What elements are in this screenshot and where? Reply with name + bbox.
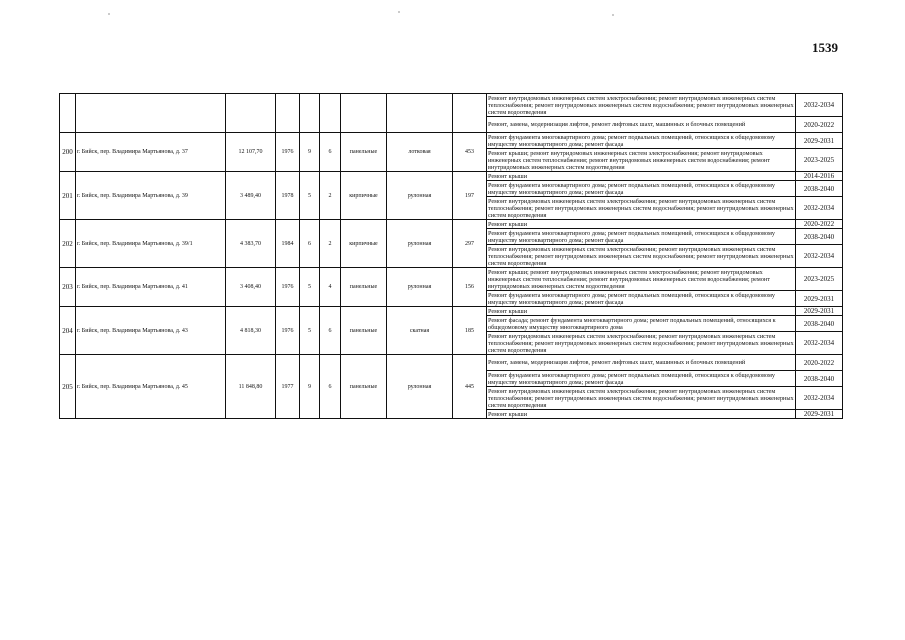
wall-material-cell: панельные xyxy=(341,268,387,307)
table-row xyxy=(60,220,843,229)
floors-cell: 5 xyxy=(300,172,320,220)
work-period: 2029-2031 xyxy=(796,291,843,307)
row-number: 201 xyxy=(60,172,76,220)
work-period: 2032-2034 xyxy=(796,387,843,410)
page-number: 1539 xyxy=(812,40,838,55)
continuation-empty-cell xyxy=(60,94,76,133)
area-cell: 4 383,70 xyxy=(226,220,276,268)
work-description: Ремонт внутридомовых инженерных систем электроснабжения; ремонт внутридомовых инженерных систем теплоснабжения; ремонт внутридомовых инженерных систем водоснабжения; ремонт внутридомовых инженерных систем водоотведения xyxy=(488,332,794,354)
table-row xyxy=(60,307,843,316)
work-period: 2032-2034 xyxy=(796,332,843,355)
roof-type-cell: рулонная xyxy=(387,355,453,419)
continuation-row xyxy=(60,94,843,117)
work-description: Ремонт внутридомовых инженерных систем электроснабжения; ремонт внутридомовых инженерных систем теплоснабжения; ремонт внутридомовых инженерных систем водоснабжения; ремонт внутридомовых инженерных систем водоотведения xyxy=(488,245,794,267)
entrances-cell: 2 xyxy=(320,172,341,220)
continuation-empty-cell xyxy=(226,94,276,133)
area-cell: 4 818,30 xyxy=(226,307,276,355)
roof-type-cell: рулонная xyxy=(387,220,453,268)
continuation-empty-cell xyxy=(320,94,341,133)
work-period: 2029-2031 xyxy=(796,133,843,149)
floors-cell: 5 xyxy=(300,268,320,307)
work-description: Ремонт внутридомовых инженерных систем электроснабжения; ремонт внутридомовых инженерных систем теплоснабжения; ремонт внутридомовых инженерных систем водоснабжения; ремонт внутридомовых инженерных систем водоотведения xyxy=(488,94,794,116)
continuation-empty-cell xyxy=(341,94,387,133)
roof-type-cell: рулонная xyxy=(387,268,453,307)
work-period: 2032-2034 xyxy=(796,245,843,268)
area-cell: 11 848,80 xyxy=(226,355,276,419)
entrances-cell: 6 xyxy=(320,133,341,172)
work-period: 2029-2031 xyxy=(796,307,843,316)
work-description: Ремонт крыши xyxy=(487,172,796,181)
work-period: 2023-2025 xyxy=(796,149,843,172)
work-period: 2014-2016 xyxy=(796,172,843,181)
work-period: 2038-2040 xyxy=(796,181,843,197)
capital-repair-register-table xyxy=(59,93,843,419)
work-period: 2038-2040 xyxy=(796,371,843,387)
continuation-empty-cell xyxy=(387,94,453,133)
work-period: 2038-2040 xyxy=(796,316,843,332)
work-period: 2020-2022 xyxy=(796,117,843,133)
residents-cell: 185 xyxy=(453,307,487,355)
wall-material-cell: панельные xyxy=(341,355,387,419)
work-period: 2032-2034 xyxy=(796,197,843,220)
year-cell: 1984 xyxy=(276,220,300,268)
residents-cell: 197 xyxy=(453,172,487,220)
area-cell: 3 489,40 xyxy=(226,172,276,220)
entrances-cell: 6 xyxy=(320,307,341,355)
work-description: Ремонт фундамента многоквартирного дома; ремонт подвальных помещений, относящихся к общедомовому имуществу многоквартирного дома; ремонт фасада xyxy=(487,133,796,149)
work-period: 2023-2025 xyxy=(796,268,843,291)
work-description: Ремонт внутридомовых инженерных систем электроснабжения; ремонт внутридомовых инженерных систем теплоснабжения; ремонт внутридомовых инженерных систем водоснабжения; ремонт внутридомовых инженерных систем водоотведения xyxy=(488,197,794,219)
continuation-empty-cell xyxy=(300,94,320,133)
work-period: 2038-2040 xyxy=(796,229,843,245)
work-description: Ремонт, замена, модернизация лифтов, ремонт лифтовых шахт, машинных и блочных помещений xyxy=(487,355,796,371)
work-description: Ремонт фасада; ремонт фундамента многоквартирного дома; ремонт подвальных помещений, относящихся к общедомовому имуществу многоквартирного дома xyxy=(487,316,796,332)
table-row xyxy=(60,172,843,181)
work-period: 2020-2022 xyxy=(796,220,843,229)
work-period: 2029-2031 xyxy=(796,410,843,419)
row-number: 202 xyxy=(60,220,76,268)
address-cell: г. Бийск, пер. Владимира Мартьянова, д. 39/1 xyxy=(76,220,226,268)
address-cell: г. Бийск, пер. Владимира Мартьянова, д. 39 xyxy=(76,172,226,220)
table-row xyxy=(60,268,843,291)
work-description: Ремонт внутридомовых инженерных систем электроснабжения; ремонт внутридомовых инженерных систем теплоснабжения; ремонт внутридомовых инженерных систем водоснабжения; ремонт внутридомовых инженерных систем водоотведения xyxy=(488,387,794,409)
floors-cell: 5 xyxy=(300,307,320,355)
work-description: Ремонт крыши xyxy=(487,307,796,316)
wall-material-cell: панельные xyxy=(341,307,387,355)
row-number: 205 xyxy=(60,355,76,419)
address-cell: г. Бийск, пер. Владимира Мартьянова, д. 45 xyxy=(76,355,226,419)
year-cell: 1976 xyxy=(276,268,300,307)
scan-dot xyxy=(108,13,110,15)
year-cell: 1977 xyxy=(276,355,300,419)
residents-cell: 156 xyxy=(453,268,487,307)
floors-cell: 6 xyxy=(300,220,320,268)
work-description: Ремонт крыши; ремонт внутридомовых инженерных систем электроснабжения; ремонт внутридомовых инженерных систем теплоснабжения; ремонт внутридомовых инженерных систем водоснабжения; ремонт внутридомовых инженерных систем водоотведения xyxy=(487,268,796,291)
work-description: Ремонт крыши xyxy=(487,220,796,229)
work-description: Ремонт фундамента многоквартирного дома; ремонт подвальных помещений, относящихся к общедомовому имуществу многоквартирного дома; ремонт фасада xyxy=(487,181,796,197)
work-description: Ремонт, замена, модернизация лифтов, ремонт лифтовых шахт, машинных и блочных помещений xyxy=(487,117,796,133)
address-cell: г. Бийск, пер. Владимира Мартьянова, д. 37 xyxy=(76,133,226,172)
entrances-cell: 2 xyxy=(320,220,341,268)
work-period: 2020-2022 xyxy=(796,355,843,371)
continuation-empty-cell xyxy=(76,94,226,133)
entrances-cell: 4 xyxy=(320,268,341,307)
continuation-empty-cell xyxy=(453,94,487,133)
area-cell: 3 408,40 xyxy=(226,268,276,307)
roof-type-cell: рулонная xyxy=(387,172,453,220)
work-description: Ремонт фундамента многоквартирного дома; ремонт подвальных помещений, относящихся к общедомовому имуществу многоквартирного дома; ремонт фасада xyxy=(487,229,796,245)
roof-type-cell: скатная xyxy=(387,307,453,355)
row-number: 203 xyxy=(60,268,76,307)
work-period: 2032-2034 xyxy=(796,94,843,117)
scan-dot xyxy=(398,11,400,13)
wall-material-cell: панельные xyxy=(341,133,387,172)
register-body xyxy=(60,94,843,419)
residents-cell: 297 xyxy=(453,220,487,268)
continuation-empty-cell xyxy=(276,94,300,133)
roof-type-cell: лотковая xyxy=(387,133,453,172)
area-cell: 12 107,70 xyxy=(226,133,276,172)
entrances-cell: 6 xyxy=(320,355,341,419)
row-number: 204 xyxy=(60,307,76,355)
work-description: Ремонт фундамента многоквартирного дома; ремонт подвальных помещений, относящихся к общедомовому имуществу многоквартирного дома; ремонт фасада xyxy=(487,371,796,387)
year-cell: 1976 xyxy=(276,307,300,355)
year-cell: 1978 xyxy=(276,172,300,220)
wall-material-cell: кирпичные xyxy=(341,172,387,220)
floors-cell: 9 xyxy=(300,133,320,172)
address-cell: г. Бийск, пер. Владимира Мартьянова, д. 43 xyxy=(76,307,226,355)
table-row xyxy=(60,133,843,149)
floors-cell: 9 xyxy=(300,355,320,419)
scan-dot xyxy=(612,14,614,16)
table-row xyxy=(60,355,843,371)
address-cell: г. Бийск, пер. Владимира Мартьянова, д. 41 xyxy=(76,268,226,307)
work-description: Ремонт крыши; ремонт внутридомовых инженерных систем электроснабжения; ремонт внутридомовых инженерных систем теплоснабжения; ремонт внутридомовых инженерных систем водоснабжения; ремонт внутридомовых инженерных систем водоотведения xyxy=(487,149,796,172)
year-cell: 1976 xyxy=(276,133,300,172)
residents-cell: 453 xyxy=(453,133,487,172)
work-description: Ремонт крыши xyxy=(487,410,796,419)
row-number: 200 xyxy=(60,133,76,172)
wall-material-cell: кирпичные xyxy=(341,220,387,268)
work-description: Ремонт фундамента многоквартирного дома; ремонт подвальных помещений, относящихся к общедомовому имуществу многоквартирного дома; ремонт фасада xyxy=(487,291,796,307)
residents-cell: 445 xyxy=(453,355,487,419)
